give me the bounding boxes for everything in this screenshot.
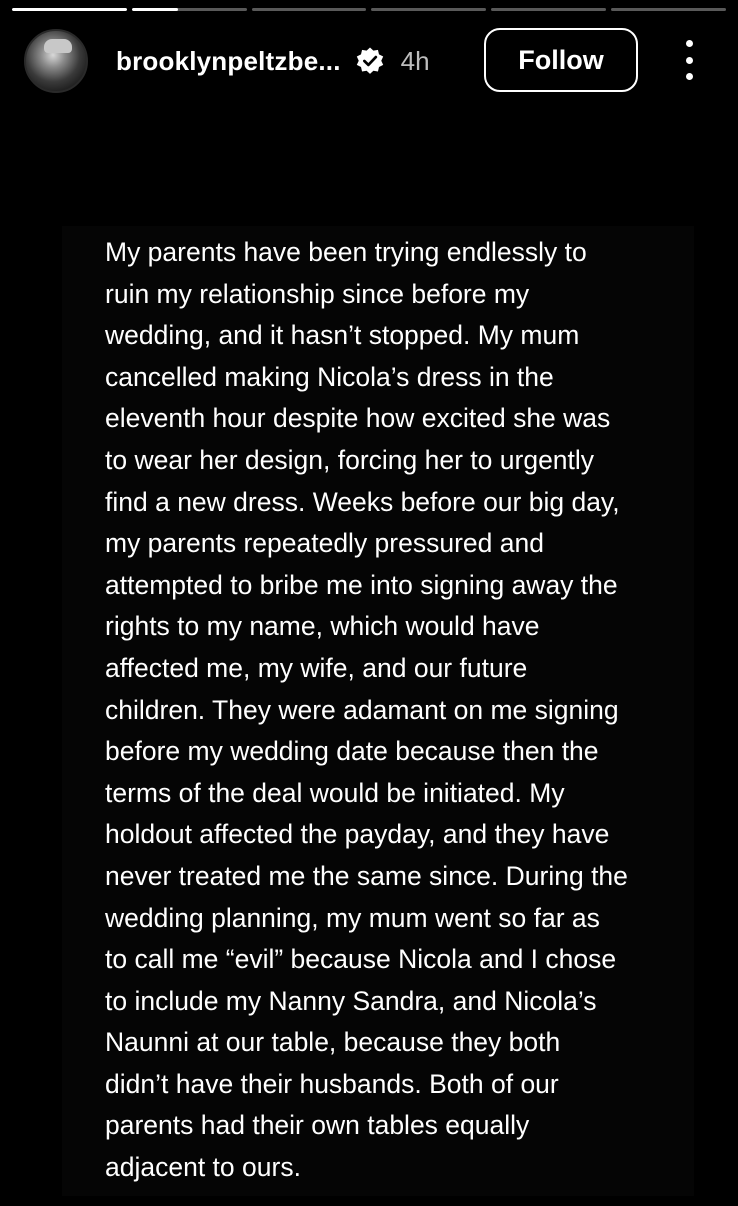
story-text-line: affected me, my wife, and our future [105,652,528,683]
story-text-line: children. They were adamant on me signing [105,694,619,725]
progress-segment [491,8,606,11]
more-options-icon[interactable] [674,40,704,80]
progress-segment [252,8,367,11]
story-text-line: didn’t have their husbands. Both of our [105,1068,559,1099]
story-text-line: holdout affected the payday, and they have [105,819,610,850]
story-text-line: Naunni at our table, because they both [105,1027,561,1058]
more-dot [686,57,693,64]
story-text-line: never treated me the same since. During the [105,860,628,891]
progress-segment-fill [132,8,178,11]
story-progress-bar [12,8,726,11]
more-dot [686,73,693,80]
verified-badge-icon [355,46,385,76]
follow-button[interactable]: Follow [484,28,638,92]
story-text-line: my parents repeatedly pressured and [105,528,544,559]
story-header [24,26,714,96]
progress-segment [12,8,127,11]
more-dot [686,40,693,47]
progress-segment [611,8,726,11]
progress-segment-fill [12,8,127,11]
story-text-line: attempted to bribe me into signing away the [105,569,618,600]
story-text-line: rights to my name, which would have [105,611,540,642]
story-text-line: parents had their own tables equally [105,1110,530,1141]
progress-segment [371,8,486,11]
username[interactable]: brooklynpeltzbe... [116,45,341,76]
progress-segment [132,8,247,11]
story-text-line: wedding, and it hasn’t stopped. My mum [105,320,580,351]
avatar[interactable] [24,29,88,93]
story-text-line: to include my Nanny Sandra, and Nicola’s [105,985,597,1016]
story-text-line: to call me “evil” because Nicola and I chose [105,944,617,975]
story-text-line: find a new dress. Weeks before our big day, [105,486,620,517]
story-text-line: before my wedding date because then the [105,736,599,767]
story-text-line: wedding planning, my mum went so far as [105,902,600,933]
story-text-line: eleventh hour despite how excited she was [105,403,611,434]
story-statement-text [105,232,665,1189]
story-text-line: adjacent to ours. [105,1152,301,1183]
story-text-line: terms of the deal would be initiated. My [105,777,565,808]
story-text-line: cancelled making Nicola’s dress in the [105,361,554,392]
post-timestamp: 4h [400,45,430,76]
story-text-line: ruin my relationship since before my [105,278,530,309]
story-text-line: My parents have been trying endlessly to [105,237,587,267]
story-text-line: to wear her design, forcing her to urgently [105,444,595,475]
